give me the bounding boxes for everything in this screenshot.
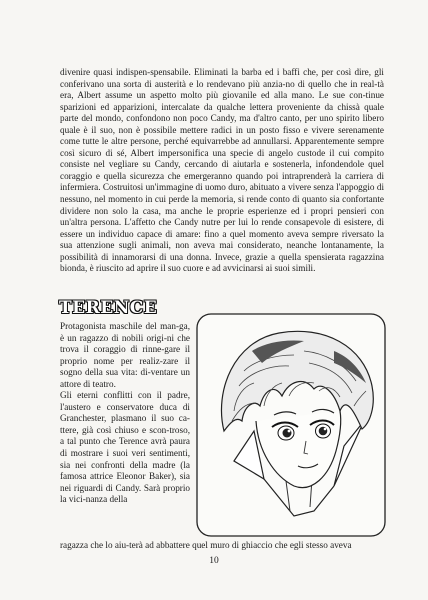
terence-paragraph-2: Gli eterni conflitti con il padre, l'austero e conservatore duca di Granchester, plasmano il suo ca-ttere, già così chiuso e scon-troso, a tal punto che Terence avrà paura di mostrare i suoi veri sentimenti, sia nei confronti della madre (la famosa attrice Eleonor Baker), sia nei riguardi di Candy. Sarà proprio la vici-nanza della — [60, 390, 190, 505]
albert-text-block — [60, 67, 384, 275]
terence-continuation-line: ragazza che lo aiu-terà ad abbattere quel muro di ghiaccio che egli stesso aveva — [60, 540, 352, 550]
terence-heading: TERENCE — [59, 298, 158, 318]
terence-text-column — [60, 321, 190, 506]
terence-portrait-illustration — [194, 311, 388, 539]
albert-paragraph: divenire quasi indispen-spensabile. Eliminati la barba ed i baffi che, per così dire, gli conferivano una sorta di austerità e lo rendevano più anzia-no di quello che in real-tà era, Albert assume un aspetto molto più giovanile ed alla mano. Le sue con-tinue sparizioni ed apparizioni, intercalate da qualche lettera proveniente da chissà quale parte del mondo, confondono non poco Candy, ma d'altro canto, per uno spirito libero quale è il suo, non è possibile mettere radici in un posto fisso e vivere serenamente come tutte le altre persone, perché equivarrebbe ad annullarsi. Apparentemente sempre così sicuro di sé, Albert impersonifica una specie di angelo custode il cui compito consiste nel vegliare su Candy, cercando di aiutarla e sostenerla, infondendole quel coraggio e quella sicurezza che emergeranno quando poi intraprenderà la carriera di infermiera. Costruitosi un'immagine di uomo duro, abituato a vivere senza l'appoggio di nessuno, nel momento in cui perde la memoria, si rende conto di quanto sia confortante dividere non solo la casa, ma anche le proprie esperienze ed i propri pensieri con un'altra persona. L'affetto che Candy nutre per lui lo rende consapevole di esistere, di essere un individuo capace di amare: fino a quel momento aveva sempre riversato la sua attenzione sugli animali, non aveva mai considerato, neanche lontanamente, la possibilità di innamorarsi di una donna. Invece, grazie a quella spensierata ragazzina bionda, è riuscito ad aprire il suo cuore e ad avvicinarsi ai suoi simili. — [60, 67, 384, 274]
page-number: 10 — [209, 556, 219, 566]
terence-paragraph-1: Protagonista maschile del man-ga, è un ragazzo di nobili origi-ni che trova il coraggio di rinne-gare il proprio nome per realiz-zare il sogno della sua vita: di-ventare un attore di teatro. — [60, 321, 190, 389]
